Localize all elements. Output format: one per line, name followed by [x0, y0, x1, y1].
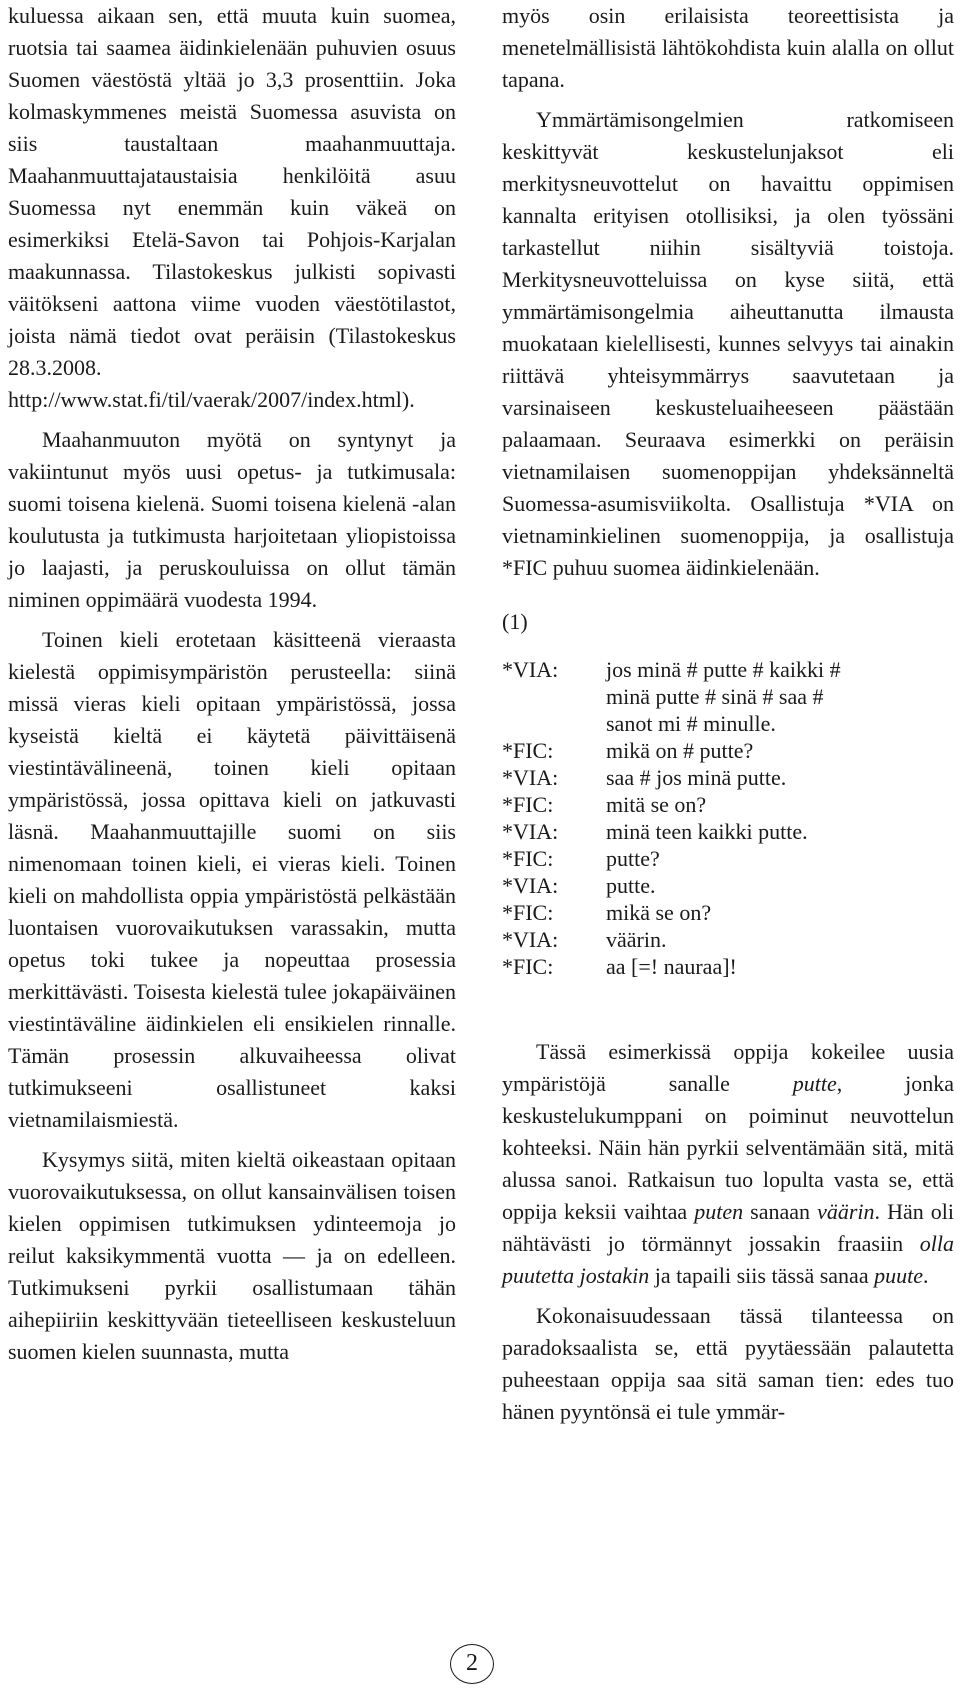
utterance: aa [=! nauraa]!: [606, 954, 737, 979]
utterance: mikä on # putte?: [606, 738, 754, 763]
paragraph: kuluessa aikaan sen, että muuta kuin suomea, ruotsia tai saamea äidinkielenään puhuvien osuus Suomen väestöstä yltää jo 3,3 prosenttiin. Joka kolmaskymmenes meistä Suomessa asuvista on siis taustaltaan maahanmuuttaja. Maahanmuuttajataustaisia henkilöitä asuu Suomessa nyt enemmän kuin väkeä on esimerkiksi Etelä-Savon tai Pohjois-Karjalan maakunnassa. Tilastokeskus julkisti sopivasti väitökseni aattona viime vuoden väestötilastot, joista nämä tiedot ovat peräisin (Tilastokeskus 28.3.2008. http://www.stat.fi/til/vaerak/2007/index.html).: [8, 3, 456, 412]
speaker-label: *FIC:: [502, 900, 554, 925]
page-number: 2: [450, 1644, 494, 1684]
utterance: [606, 656, 954, 737]
utterance-line: minä putte # sinä # saa #: [606, 684, 824, 709]
speaker-label: *FIC:: [502, 954, 554, 979]
emphasis: väärin: [817, 1199, 875, 1224]
text-run: ja tapaili siis tässä sanaa: [649, 1263, 875, 1288]
dialog-turn: [502, 818, 954, 845]
dialog-turn: [502, 926, 954, 953]
emphasis: putte: [792, 1071, 837, 1096]
speaker-label: *FIC:: [502, 738, 554, 763]
dialog-turn: [502, 656, 954, 737]
utterance: väärin.: [606, 927, 667, 952]
text-run: sanaan: [743, 1199, 818, 1224]
utterance: putte?: [606, 846, 660, 871]
emphasis: puute: [874, 1263, 923, 1288]
dialog-turn: [502, 764, 954, 791]
right-column: [502, 0, 954, 1436]
paragraph: Ymmärtämisongelmien ratkomiseen keskittyvät keskustelunjaksot eli merkitysneuvottelut on havaittu oppimisen kannalta erityisen otollisiksi, ja olen työssäni tarkastellut niihin sisältyviä toistoja. Merkitysneuvotteluissa on kyse siitä, että ymmärtämisongelmia aiheuttanutta ilmausta muokataan kielellisesti, kunnes selvyys tai ainakin riittävä yhteisymmärrys saavutetaan ja varsinaiseen keskusteluaiheeseen päästään palaamaan. Seuraava esimerkki on peräisin vietnamilaisen suomenoppijan yhdeksänneltä Suomessa-asumisviikolta. Osallistuja *VIA on vietnaminkielinen suomenoppija, ja osallistuja *FIC puhuu suomea äidinkielenään.: [502, 107, 954, 580]
speaker-label: *VIA:: [502, 765, 559, 790]
utterance: putte.: [606, 873, 656, 898]
speaker-label: *FIC:: [502, 846, 554, 871]
utterance-line: sanot mi # minulle.: [606, 711, 776, 736]
utterance: mitä se on?: [606, 792, 707, 817]
speaker-label: *FIC:: [502, 792, 554, 817]
text-run: . Hän oli nähtävästi jo törmännyt jossakin fraasiin: [502, 1199, 955, 1256]
text-run: Tässä esimerkissä oppija kokeilee uusia ympäristöjä sanalle: [502, 1039, 954, 1096]
utterance: saa # jos minä putte.: [606, 765, 787, 790]
text-run: , jonka keskustelukumppani on poiminut neuvottelun kohteeksi. Näin hän pyrkii selventämään sitä, mitä alussa sanoi. Ratkaisun tuo lopulta vasta se, että oppija keksii vaihtaa: [502, 1071, 954, 1224]
speaker-label: *VIA:: [502, 927, 559, 952]
example-number: (1): [502, 609, 528, 634]
paragraph: Maahanmuuton myötä on syntynyt ja vakiintunut myös uusi opetus- ja tutkimusala: suomi toisena kielenä. Suomi toisena kielenä -alan koulutusta ja tutkimusta harjoitetaan yliopistoissa jo laajasti, ja peruskouluissa on ollut tämän niminen oppimäärä vuodesta 1994.: [8, 427, 456, 612]
utterance: minä teen kaikki putte.: [606, 819, 808, 844]
utterance-line: jos minä # putte # kaikki #: [606, 657, 841, 682]
dialog-turn: [502, 872, 954, 899]
example-dialog: [502, 656, 954, 980]
paragraph: myös osin erilaisista teoreettisista ja menetelmällisistä lähtökohdista kuin alalla on ollut tapana.: [502, 3, 954, 92]
speaker-label: *VIA:: [502, 873, 559, 898]
left-column: [8, 0, 456, 1376]
dialog-turn: [502, 953, 954, 980]
dialog-turn: [502, 845, 954, 872]
emphasis: puten: [694, 1199, 744, 1224]
paragraph: Kokonaisuudessaan tässä tilanteessa on paradoksaalista se, että pyytäessään palautetta puheestaan oppija saa sitä saman tien: edes tuo hänen pyyntönsä ei tule ymmär-: [502, 1303, 954, 1424]
paragraph: Toinen kieli erotetaan käsitteenä vieraasta kielestä oppimisympäristön perusteella: siinä missä vieras kieli opitaan ympäristössä, jossa kyseistä kieltä ei käytetä päivittäisenä viestintävälineenä, toinen kieli opitaan ympäristössä, jossa opittava kieli on jatkuvasti läsnä. Maahanmuuttajille suomi on siis nimenomaan toinen kieli, ei vieras kieli. Toinen kieli on mahdollista oppia ympäristöstä pelkästään luontaisen vuorovaikutuksen varassakin, mutta opetus toki tukee ja nopeuttaa prosessia merkittävästi. Toisesta kielestä tulee jokapäiväinen viestintäväline äidinkielen eli ensikielen rinnalle. Tämän prosessin alkuvaiheessa olivat tutkimukseeni osallistuneet kaksi vietnamilaismiestä.: [8, 627, 456, 1132]
speaker-label: *VIA:: [502, 657, 559, 682]
dialog-turn: [502, 737, 954, 764]
dialog-turn: [502, 899, 954, 926]
utterance: mikä se on?: [606, 900, 712, 925]
paragraph: [502, 1036, 954, 1292]
dialog-turn: [502, 791, 954, 818]
emphasis: olla puutetta jostakin: [502, 1231, 954, 1288]
paragraph: Kysymys siitä, miten kieltä oikeastaan opitaan vuorovaikutuksessa, on ollut kansainvälisen toisen kielen oppimisen tutkimuksen ydinteemoja jo reilut kaksikymmentä vuotta — ja on edelleen. Tutkimukseni pyrkii osallistumaan tähän aihepiiriin keskittyvään tieteelliseen keskusteluun suomen kielen suunnasta, mutta: [8, 1147, 456, 1364]
text-run: .: [922, 1263, 929, 1288]
speaker-label: *VIA:: [502, 819, 559, 844]
